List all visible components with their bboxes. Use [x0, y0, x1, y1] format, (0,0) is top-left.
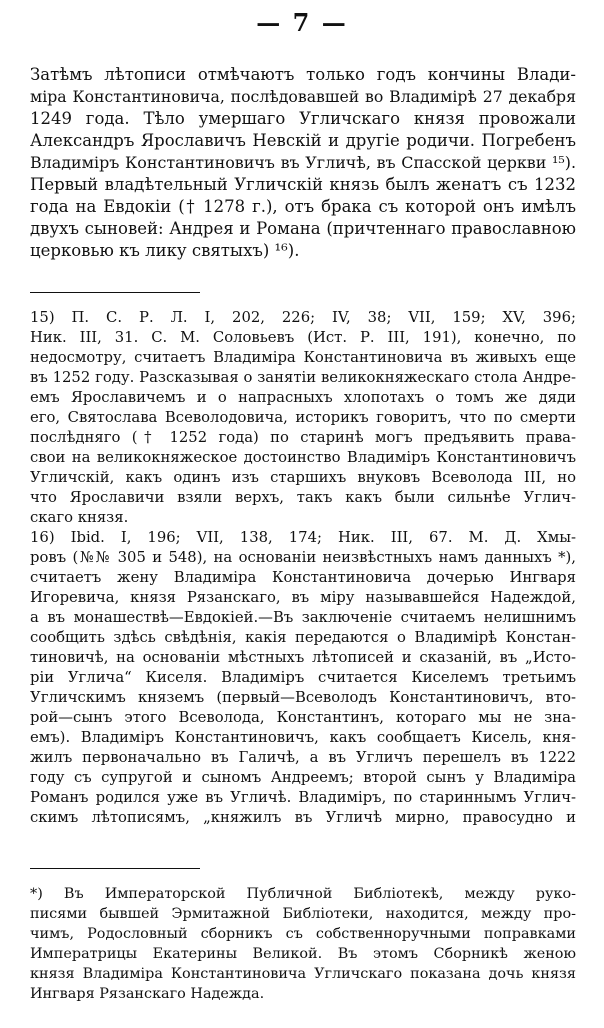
footnote-line: а въ монашествѣ—Евдокіей.—Въ заключеніе считаемъ нелишнимъ	[30, 609, 576, 626]
footnote-line: его, Святослава Всеволодовича, историкъ говоритъ, что по смерти	[30, 409, 576, 426]
footnote-line: емъ). Владиміръ Константиновичъ, какъ сообщаетъ Кисель, кня-	[30, 729, 576, 746]
main-line: Затѣмъ лѣтописи отмѣчаютъ только годъ кончины Влади-	[30, 65, 576, 84]
footnote-line: считаетъ жену Владиміра Константиновича дочерью Ингваря	[30, 569, 576, 586]
main-line: года на Евдокіи († 1278 г.), отъ брака съ которой онъ имѣлъ	[30, 197, 576, 216]
footnote-line: Романъ родился уже въ Угличѣ. Владиміръ, по стариннымъ Углич-	[30, 789, 576, 806]
footnote-line: Игоревича, князя Рязанскаго, въ міру называвшейся Надеждой,	[30, 589, 576, 606]
footnote-line: Ник. III, 31. С. М. Соловьевъ (Ист. Р. III, 191), конечно, по	[30, 329, 576, 346]
main-line: церковью къ лику святыхъ) ¹⁶).	[30, 241, 300, 260]
main-line: двухъ сыновей: Андрея и Романа (причтеннаго православною	[30, 219, 576, 238]
footnote-line: ріи Углича“ Киселя. Владиміръ считается Киселемъ третьимъ	[30, 669, 576, 686]
subfootnote-line: Императрицы Екатерины Великой. Въ этомъ Сборникѣ женою	[30, 946, 576, 962]
main-line: Владиміръ Константиновичъ въ Угличѣ, въ Спасской церкви ¹⁵).	[30, 153, 576, 172]
main-line: міра Константиновича, послѣдовавшей во Владимірѣ 27 декабря	[30, 87, 576, 106]
footnote-line: Угличскій, какъ одинъ изъ старшихъ внуковъ Всеволода III, но	[30, 469, 576, 486]
main-line: Первый владѣтельный Угличскій князь былъ женатъ съ 1232	[30, 175, 576, 194]
footnote-line: тиновичѣ, на основаніи мѣстныхъ лѣтописей и сказаній, въ „Исто-	[30, 649, 576, 666]
main-line: Александръ Ярославичъ Невскій и другіе родичи. Погребенъ	[30, 131, 576, 150]
subfootnote-line: чимъ, Родословный сборникъ съ собственноручными поправками	[30, 926, 576, 942]
footnote-line: 15) П. С. Р. Л. I, 202, 226; IV, 38; VII, 159; XV, 396;	[30, 309, 576, 326]
footnote-line: 16) Ibid. I, 196; VII, 138, 174; Ник. III, 67. М. Д. Хмы-	[30, 529, 576, 546]
footnote-line: въ 1252 году. Разсказывая о занятіи великокняжескаго стола Андре-	[30, 369, 576, 386]
footnote-line: свои на великокняжеское достоинство Владиміръ Константиновичъ	[30, 449, 576, 466]
footnote-line: недосмотру, считаетъ Владиміра Константиновича въ живыхъ еще	[30, 349, 576, 366]
subfootnote-line: *) Въ Императорской Публичной Библіотекѣ, между руко-	[30, 886, 576, 902]
footnote-line: Угличскимъ княземъ (первый—Всеволодъ Константиновичъ, вто-	[30, 689, 576, 706]
footnote-line: жилъ первоначально въ Галичѣ, а въ Угличъ перешелъ въ 1222	[30, 749, 576, 766]
footnote-line: емъ Ярославичемъ и о напрасныхъ хлопотахъ о томъ же дяди	[30, 389, 576, 406]
subfootnote-rule	[30, 868, 200, 869]
subfootnote-line: Ингваря Рязанскаго Надежда.	[30, 986, 265, 1002]
footnote-line: году съ супругой и сыномъ Андреемъ; второй сынъ у Владиміра	[30, 769, 576, 786]
footnote-line: сообщить здѣсь свѣдѣнія, какія передаются о Владимірѣ Констан-	[30, 629, 576, 646]
footnote-line: послѣдняго († 1252 года) по старинѣ могъ предъявить права-	[30, 429, 576, 446]
footnote-line: рой—сынъ этого Всеволода, Константинъ, котораго мы не зна-	[30, 709, 576, 726]
subfootnote-line: писями бывшей Эрмитажной Библіотеки, находится, между про-	[30, 906, 576, 922]
subfootnote-line: князя Владиміра Константиновича Угличскаго показана дочь князя	[30, 966, 576, 982]
footnote-line: ровъ (№№ 305 и 548), на основаніи неизвѣстныхъ намъ данныхъ *),	[30, 549, 576, 566]
footnote-line: скаго князя.	[30, 509, 129, 526]
footnote-line: скимъ лѣтописямъ, „княжилъ въ Угличѣ мирно, правосудно и	[30, 809, 576, 826]
footnote-rule	[30, 292, 200, 293]
page-number: — 7 —	[256, 8, 348, 37]
footnote-line: что Ярославичи взяли верхъ, такъ какъ были сильнѣе Углич-	[30, 489, 576, 506]
main-line: 1249 года. Тѣло умершаго Угличскаго князя провожали	[30, 109, 576, 128]
